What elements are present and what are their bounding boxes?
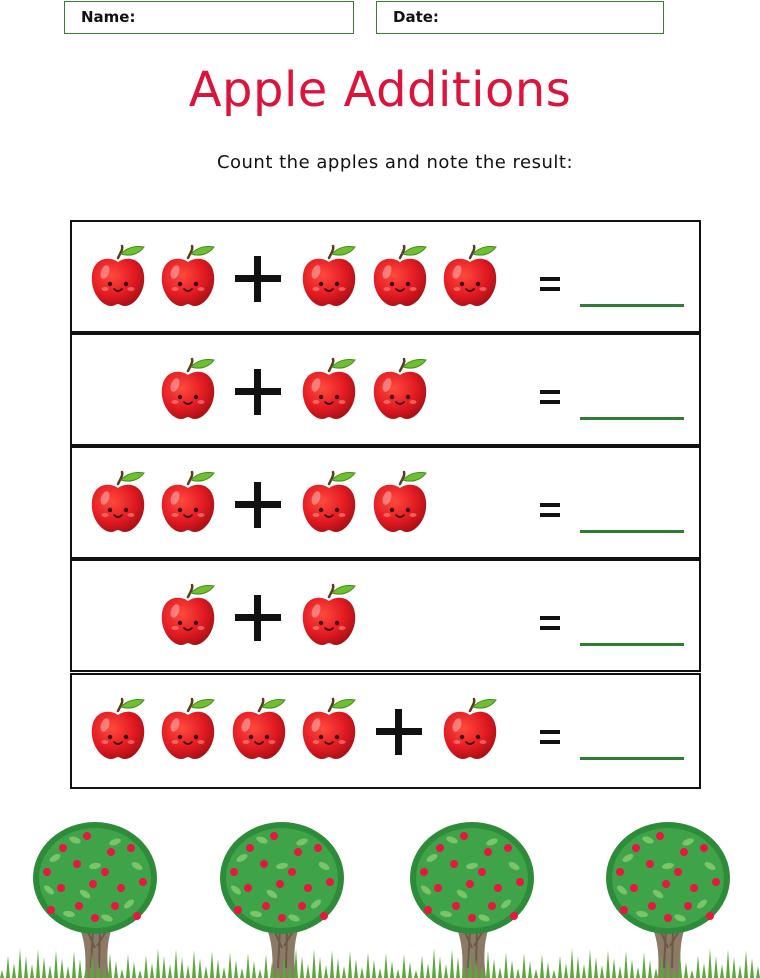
apple-icon [160,583,216,647]
apple-icon [301,697,357,761]
plus-icon [374,707,424,757]
apple-icon [301,244,357,308]
apple-icon [442,697,498,761]
problem-row [70,559,701,672]
apple-icon [301,470,357,534]
apple-icon [160,357,216,421]
plus-icon [233,367,283,417]
apple-icon [372,357,428,421]
apple-icon [231,697,287,761]
apple-icon [372,470,428,534]
apple-icon [372,244,428,308]
plus-icon [233,254,283,304]
answer-line[interactable] [580,643,684,646]
apple-icon [90,470,146,534]
date-label: Date: [393,8,439,26]
equals-icon [538,727,562,747]
name-label: Name: [81,8,136,26]
equals-icon [538,387,562,407]
plus-icon [233,480,283,530]
equals-icon [538,500,562,520]
answer-line[interactable] [580,530,684,533]
equals-icon [538,274,562,294]
grass [0,940,760,978]
apple-icon [301,583,357,647]
problem-row [70,673,701,789]
instruction-text: Count the apples and note the result: [216,152,574,173]
problem-row [70,220,701,333]
apple-icon [442,244,498,308]
apple-icon [160,697,216,761]
problem-row [70,446,701,559]
answer-line[interactable] [580,757,684,760]
page-title: Apple Additions [188,62,572,118]
date-field[interactable] [376,1,664,34]
apple-icon [90,244,146,308]
name-field[interactable] [64,1,354,34]
answer-line[interactable] [580,417,684,420]
apple-icon [301,357,357,421]
apple-icon [90,697,146,761]
problem-row [70,333,701,446]
plus-icon [233,593,283,643]
apple-icon [160,244,216,308]
apple-icon [160,470,216,534]
answer-line[interactable] [580,304,684,307]
equals-icon [538,613,562,633]
